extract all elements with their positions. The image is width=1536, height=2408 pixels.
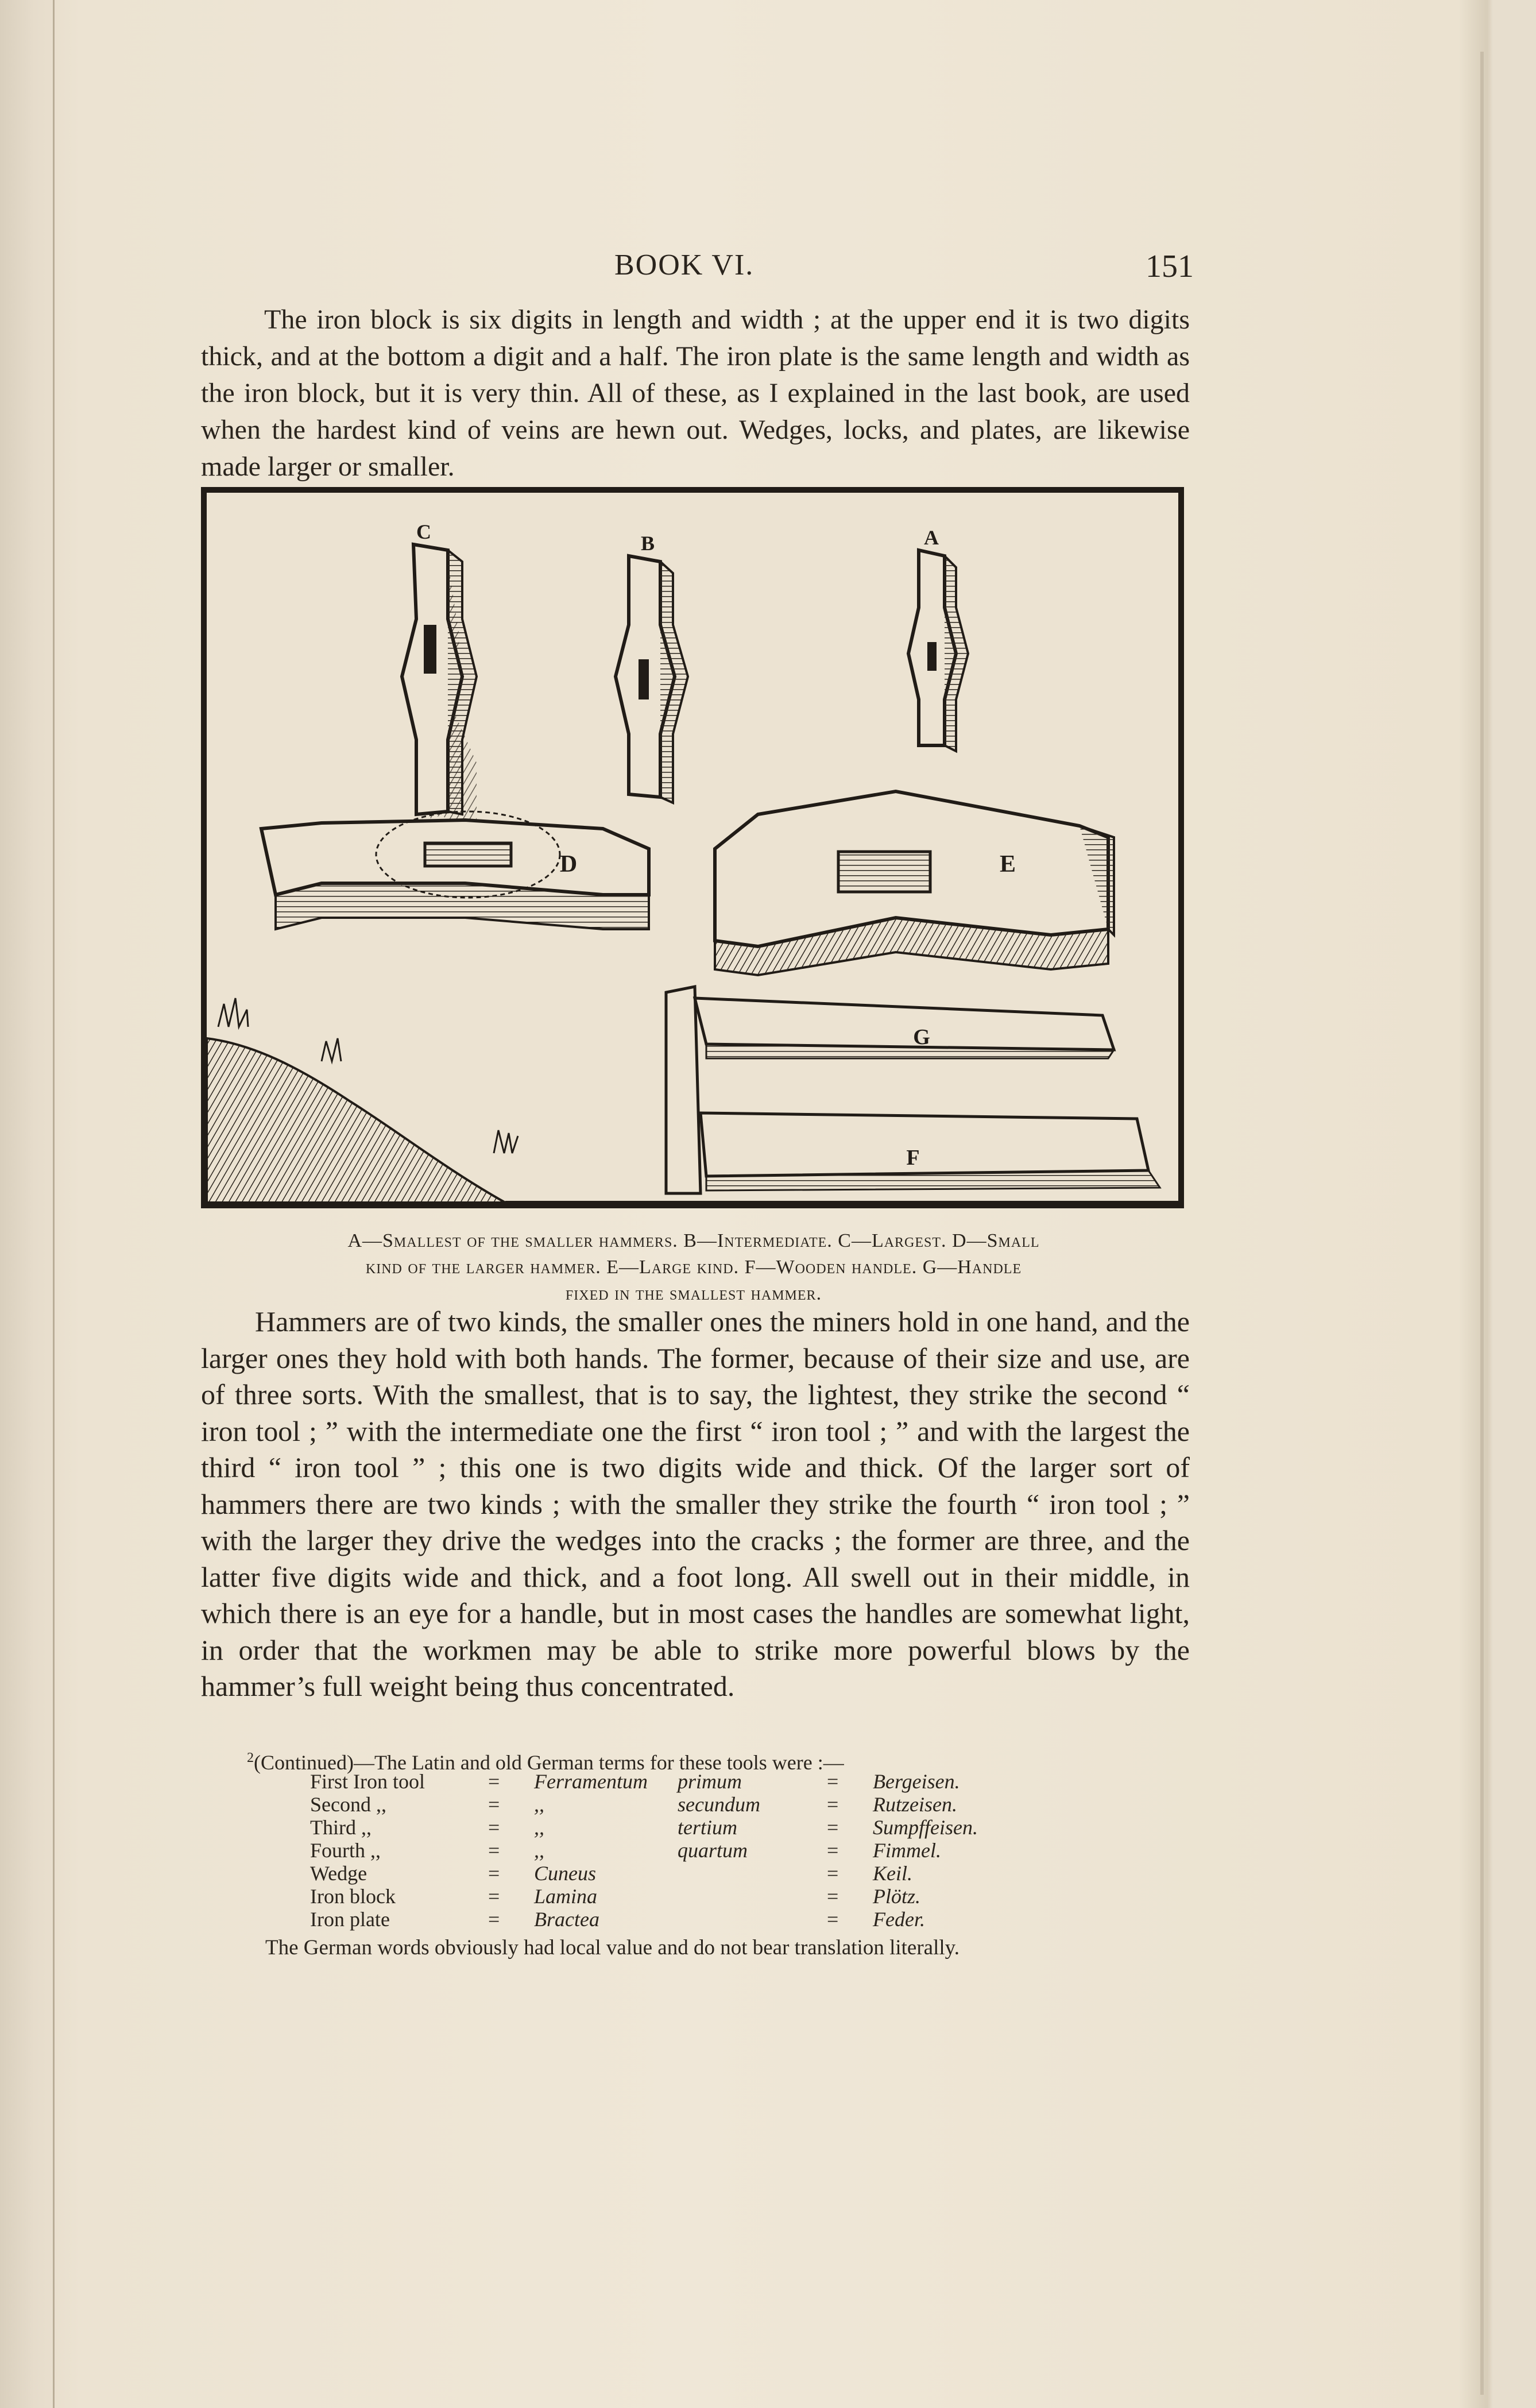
label-f: F	[906, 1146, 920, 1170]
term-english: Second ,,	[310, 1793, 386, 1816]
table-row	[310, 1908, 978, 1931]
table-row	[310, 1839, 978, 1862]
label-d: D	[559, 851, 578, 878]
caption-line-1: A—Smallest of the smaller hammers. B—Intermediate. C—Largest. D—Small	[347, 1230, 1040, 1251]
table-row	[310, 1816, 978, 1839]
term-latin: Lamina	[534, 1885, 598, 1908]
label-a: A	[924, 526, 939, 549]
term-equals: =	[488, 1839, 500, 1862]
term-latin-ordinal: quartum	[678, 1839, 748, 1862]
term-german: Bergeisen.	[873, 1770, 960, 1793]
table-row	[310, 1770, 978, 1793]
term-latin: Bractea	[534, 1908, 599, 1931]
table-row	[310, 1793, 978, 1816]
term-latin: Ferramentum	[534, 1770, 648, 1793]
term-latin-ordinal	[678, 1908, 827, 1931]
term-equals: =	[488, 1862, 500, 1885]
label-e: E	[999, 851, 1016, 878]
term-equals: =	[827, 1816, 839, 1839]
label-c: C	[416, 520, 431, 543]
term-equals: =	[827, 1770, 839, 1793]
figure-caption	[203, 1228, 1184, 1307]
caption-line-2: kind of the larger hammer. E—Large kind. F—Wooden handle. G—Handle	[365, 1257, 1022, 1278]
caption-line-3: fixed in the smallest hammer.	[565, 1283, 822, 1304]
term-latin-ordinal: primum	[678, 1770, 742, 1793]
term-german: Plötz.	[873, 1885, 921, 1908]
term-english: Iron plate	[310, 1908, 390, 1931]
paragraph-hammers: Hammers are of two kinds, the smaller ones the miners hold in one hand, and the larger ones they hold with both hands. The former, because of their size and use, are of three sorts. With the smallest, that is to say, the lightest, they strike the second “ iron tool ; ” with the intermediate one the first “ iron tool ; ” and with the largest the third “ iron tool ” ; this one is two digits wide and thick. Of the larger sort of hammers there are two kinds ; with the smaller they strike the fourth “ iron tool ; ” with the larger they drive the wedges into the cracks ; the former are three, and the latter five digits wide and thick, and a foot long. All swell out in their middle, in which there is an eye for a handle, but in most cases the handles are somewhat light, in order that the workmen may be able to strike more powerful blows by the hammer’s full weight being thus concentrated.	[201, 1305, 1190, 1702]
binding-gutter	[53, 0, 55, 2408]
footnote-closing: The German words obviously had local value and do not bear translation literally.	[265, 1936, 960, 1959]
term-equals: =	[488, 1770, 500, 1793]
term-latin: ,,	[534, 1816, 544, 1839]
woodcut-figure-hammers	[201, 487, 1184, 1208]
term-equals: =	[488, 1885, 500, 1908]
footnote-intro-text: (Continued)—The Latin and old German terms for these tools were :—	[254, 1751, 844, 1774]
term-equals: =	[488, 1816, 500, 1839]
footnote-marker: 2	[247, 1750, 254, 1765]
term-equals: =	[488, 1793, 500, 1816]
term-latin-ordinal: secundum	[678, 1793, 760, 1816]
term-german: Fimmel.	[873, 1839, 941, 1862]
terms-table	[310, 1770, 978, 1931]
label-b: B	[640, 532, 655, 555]
page-number: 151	[1146, 249, 1194, 284]
page-edge	[1480, 52, 1484, 2395]
term-english: Wedge	[310, 1862, 367, 1885]
hammer-a	[908, 550, 968, 751]
paragraph-iron-block: The iron block is six digits in length and width ; at the upper end it is two digits thick, and at the bottom a digit and a half. The iron plate is the same length and width as the iron block, but it is very thin. All of these, as I explained in the last book, are used when the hardest kind of veins are hewn out. Wedges, locks, and plates, are likewise made larger or smaller.	[201, 304, 1190, 482]
term-latin: Cuneus	[534, 1862, 596, 1885]
running-head: BOOK VI.	[614, 249, 755, 281]
term-english: First Iron tool	[310, 1770, 425, 1793]
term-equals: =	[827, 1885, 839, 1908]
term-english: Fourth ,,	[310, 1839, 381, 1862]
term-equals: =	[827, 1908, 839, 1931]
term-german: Rutzeisen.	[873, 1793, 957, 1816]
term-latin: ,,	[534, 1793, 544, 1816]
term-latin-ordinal: tertium	[678, 1816, 737, 1839]
hammer-d	[261, 811, 649, 929]
term-equals: =	[488, 1908, 500, 1931]
term-german: Feder.	[873, 1908, 925, 1931]
hammer-e	[715, 791, 1114, 975]
hammer-b	[616, 556, 688, 803]
term-equals: =	[827, 1839, 839, 1862]
term-equals: =	[827, 1793, 839, 1816]
term-german: Keil.	[873, 1862, 912, 1885]
woodcut-illustration	[207, 493, 1178, 1203]
term-english: Third ,,	[310, 1816, 372, 1839]
label-g: G	[913, 1025, 930, 1049]
term-german: Sumpffeisen.	[873, 1816, 978, 1839]
table-row	[310, 1885, 978, 1908]
term-latin-ordinal	[678, 1885, 827, 1908]
term-latin-ordinal	[678, 1862, 827, 1885]
term-english: Iron block	[310, 1885, 396, 1908]
term-equals: =	[827, 1862, 839, 1885]
table-row	[310, 1862, 978, 1885]
term-latin: ,,	[534, 1839, 544, 1862]
